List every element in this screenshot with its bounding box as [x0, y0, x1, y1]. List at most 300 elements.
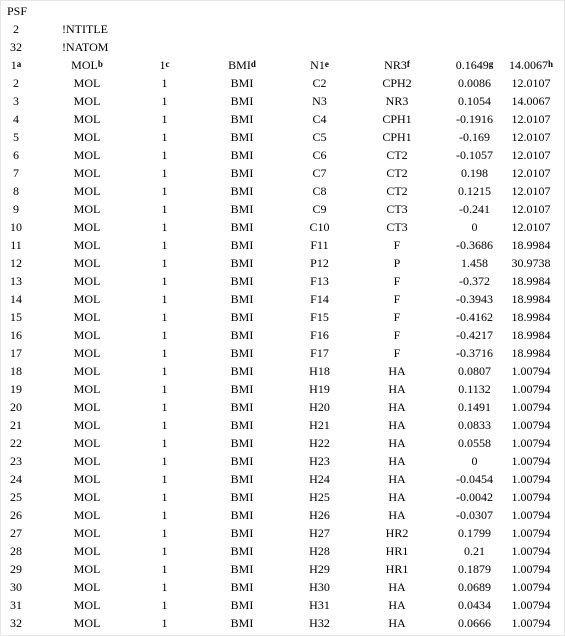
charge-cell: -0.3943 [456, 292, 493, 306]
table-row [0, 146, 565, 164]
ntitle-count: 2 [13, 22, 19, 36]
table-row [0, 182, 565, 200]
charge-cell: 0.1879 [458, 562, 491, 576]
psf-format-label: PSF [7, 4, 28, 18]
segment-cell: MOL [73, 364, 101, 378]
table-row [0, 560, 565, 578]
residue-name-cell: BMI [230, 598, 254, 612]
residue-name-cell: BMI [230, 508, 254, 522]
charge-cell: 0.21 [464, 544, 485, 558]
mass-cell: 1.00794 [511, 526, 551, 540]
table-row [0, 344, 565, 362]
atom-type-cell: F [393, 346, 401, 360]
residue-name-cell: BMI [230, 184, 254, 198]
atom-id-cell: 30 [10, 580, 22, 594]
column-header-row [0, 56, 565, 74]
atom-id-cell: 32 [10, 616, 22, 630]
atom-id-cell: 27 [10, 526, 22, 540]
segment-cell: MOL [73, 256, 101, 270]
mass-cell: 1.00794 [511, 616, 551, 630]
table-row [0, 272, 565, 290]
atom-type-cell: HA [388, 490, 406, 504]
footnote-marker: e [324, 59, 329, 69]
mass-cell: 1.00794 [511, 454, 551, 468]
atom-id-cell: 21 [10, 418, 22, 432]
mass-cell: 1.00794 [511, 598, 551, 612]
mass-cell: 18.9984 [511, 238, 551, 252]
table-row [0, 218, 565, 236]
atom-name-cell: H31 [309, 598, 330, 612]
atom-type-cell: CT2 [386, 184, 408, 198]
segment-cell: MOL [73, 328, 101, 342]
atom-name-cell: H28 [309, 544, 330, 558]
residue-id-cell: 1 [161, 418, 168, 432]
table-row [0, 578, 565, 596]
segment-cell: MOL [73, 94, 101, 108]
table-row [0, 524, 565, 542]
charge-cell: -0.0307 [456, 508, 493, 522]
charge-cell: -0.3716 [456, 346, 493, 360]
atom-id-cell: 7 [13, 166, 19, 180]
atom-id-cell: 16 [10, 328, 22, 342]
residue-id-cell: 1 [161, 130, 168, 144]
segment-cell: MOL [73, 490, 101, 504]
charge-cell: 0.0807 [458, 364, 491, 378]
column-header-charge: 0.1649$^g$ [455, 58, 494, 72]
table-row [0, 236, 565, 254]
residue-id-cell: 1 [161, 328, 168, 342]
table-row [0, 470, 565, 488]
atom-name-cell: C2 [312, 76, 327, 90]
atom-type-cell: HA [388, 382, 406, 396]
residue-name-cell: BMI [230, 616, 254, 630]
atom-id-cell: 26 [10, 508, 22, 522]
table-row [0, 92, 565, 110]
atom-name-cell: F13 [310, 274, 329, 288]
atom-type-cell: CPH1 [382, 130, 412, 144]
column-header-mass: 14.0067$^h$ [508, 58, 553, 72]
atom-name-cell: H27 [309, 526, 330, 540]
ntitle-label: !NTITLE [62, 22, 108, 36]
charge-cell: -0.4162 [456, 310, 493, 324]
atom-type-cell: HA [388, 472, 406, 486]
atom-id-cell: 24 [10, 472, 22, 486]
atom-name-cell: C4 [312, 112, 327, 126]
table-row [0, 380, 565, 398]
segment-cell: MOL [73, 346, 101, 360]
segment-cell: MOL [73, 544, 101, 558]
mass-cell: 1.00794 [511, 436, 551, 450]
atom-type-cell: F [393, 274, 401, 288]
mass-cell: 1.00794 [511, 580, 551, 594]
charge-cell: 0.198 [461, 166, 488, 180]
atom-type-cell: HA [388, 364, 406, 378]
mass-cell: 1.00794 [511, 418, 551, 432]
residue-id-cell: 1 [161, 382, 168, 396]
atom-type-cell: HA [388, 508, 406, 522]
atom-type-cell: CPH2 [382, 76, 412, 90]
column-header-atom-type: NR3$^f$ [384, 58, 410, 72]
table-row [0, 164, 565, 182]
table-row [0, 362, 565, 380]
segment-cell: MOL [73, 184, 101, 198]
atom-name-cell: C5 [312, 130, 327, 144]
atom-id-cell: 22 [10, 436, 22, 450]
segment-cell: MOL [73, 76, 101, 90]
atom-name-cell: H23 [309, 454, 330, 468]
atom-name-cell: F16 [310, 328, 329, 342]
atom-type-cell: HA [388, 436, 406, 450]
atom-type-cell: F [393, 238, 401, 252]
table-row [0, 596, 565, 614]
atom-type-cell: HA [388, 580, 406, 594]
mass-cell: 12.0107 [511, 220, 551, 234]
residue-id-cell: 1 [161, 454, 168, 468]
residue-name-cell: BMI [230, 436, 254, 450]
atom-id-cell: 18 [10, 364, 22, 378]
residue-name-cell: BMI [230, 238, 254, 252]
charge-cell: 0.1799 [458, 526, 491, 540]
atom-id-cell: 9 [13, 202, 19, 216]
atom-id-cell: 19 [10, 382, 22, 396]
charge-cell: 0 [471, 220, 478, 234]
table-row [0, 200, 565, 218]
segment-cell: MOL [73, 526, 101, 540]
charge-cell: -0.169 [459, 130, 490, 144]
atom-type-cell: CT3 [386, 202, 408, 216]
residue-name-cell: BMI [230, 310, 254, 324]
atom-type-cell: CPH1 [382, 112, 412, 126]
column-header-atom-id: 1$^a$ [10, 58, 22, 72]
footnote-marker: c [165, 59, 170, 69]
charge-cell: -0.241 [459, 202, 490, 216]
residue-id-cell: 1 [161, 508, 168, 522]
atom-name-cell: C10 [309, 220, 330, 234]
atom-id-cell: 31 [10, 598, 22, 612]
residue-name-cell: BMI [230, 382, 254, 396]
segment-cell: MOL [73, 310, 101, 324]
residue-id-cell: 1 [161, 400, 168, 414]
residue-id-cell: 1 [161, 598, 168, 612]
mass-cell: 12.0107 [511, 130, 551, 144]
atom-name-cell: C7 [312, 166, 327, 180]
table-row [0, 398, 565, 416]
mass-cell: 18.9984 [511, 274, 551, 288]
mass-cell: 18.9984 [511, 310, 551, 324]
atom-name-cell: H30 [309, 580, 330, 594]
residue-id-cell: 1 [161, 436, 168, 450]
atom-id-cell: 6 [13, 148, 19, 162]
residue-id-cell: 1 [161, 94, 168, 108]
atom-type-cell: HR2 [385, 526, 409, 540]
residue-id-cell: 1 [161, 202, 168, 216]
column-header-atom-name: N1e [310, 58, 329, 72]
segment-cell: MOL [73, 598, 101, 612]
atom-id-cell: 23 [10, 454, 22, 468]
atom-type-cell: CT3 [386, 220, 408, 234]
residue-name-cell: BMI [230, 94, 254, 108]
residue-id-cell: 1 [161, 580, 168, 594]
residue-id-cell: 1 [161, 292, 168, 306]
atom-name-cell: C6 [312, 148, 327, 162]
natom-count: 32 [10, 40, 22, 54]
mass-cell: 30.9738 [511, 256, 551, 270]
segment-cell: MOL [73, 508, 101, 522]
atom-id-cell: 13 [10, 274, 22, 288]
atom-id-cell: 12 [10, 256, 22, 270]
segment-cell: MOL [73, 400, 101, 414]
atom-name-cell: H22 [309, 436, 330, 450]
atom-type-cell: CT2 [386, 148, 408, 162]
footnote-marker: a [16, 59, 22, 69]
atom-type-cell: HA [388, 400, 406, 414]
atom-name-cell: H29 [309, 562, 330, 576]
atom-type-cell: HA [388, 418, 406, 432]
atom-id-cell: 17 [10, 346, 22, 360]
atom-type-cell: F [393, 328, 401, 342]
segment-cell: MOL [73, 562, 101, 576]
mass-cell: 18.9984 [511, 292, 551, 306]
mass-cell: 1.00794 [511, 472, 551, 486]
segment-cell: MOL [73, 292, 101, 306]
residue-id-cell: 1 [161, 274, 168, 288]
residue-name-cell: BMI [230, 346, 254, 360]
atom-type-cell: HA [388, 598, 406, 612]
mass-cell: 1.00794 [511, 544, 551, 558]
residue-name-cell: BMI [230, 220, 254, 234]
residue-name-cell: BMI [230, 292, 254, 306]
residue-name-cell: BMI [230, 328, 254, 342]
residue-id-cell: 1 [161, 310, 168, 324]
atom-name-cell: F15 [310, 310, 329, 324]
atom-type-cell: P [393, 256, 401, 270]
table-row [0, 290, 565, 308]
charge-cell: -0.1057 [456, 148, 493, 162]
column-header-residue-name: BMI$^d$ [228, 58, 256, 72]
charge-cell: 0.1132 [458, 382, 491, 396]
atom-name-cell: F11 [310, 238, 329, 252]
segment-cell: MOL [73, 112, 101, 126]
atom-type-cell: NR3 [385, 94, 409, 108]
segment-cell: MOL [73, 472, 101, 486]
residue-name-cell: BMI [230, 562, 254, 576]
mass-cell: 14.0067 [511, 94, 551, 108]
segment-cell: MOL [73, 454, 101, 468]
mass-cell: 1.00794 [511, 508, 551, 522]
charge-cell: 0.1491 [458, 400, 491, 414]
segment-cell: MOL [73, 436, 101, 450]
residue-name-cell: BMI [230, 274, 254, 288]
charge-cell: 0.1215 [458, 184, 491, 198]
residue-id-cell: 1 [161, 364, 168, 378]
atom-id-cell: 14 [10, 292, 22, 306]
table-row [0, 110, 565, 128]
table-row [0, 452, 565, 470]
footnote-marker: f [406, 59, 410, 69]
charge-cell: -0.1916 [456, 112, 493, 126]
atom-name-cell: N3 [312, 94, 327, 108]
footnote-marker: g [488, 59, 494, 69]
residue-id-cell: 1 [161, 526, 168, 540]
atom-id-cell: 4 [13, 112, 19, 126]
segment-cell: MOL [73, 202, 101, 216]
residue-id-cell: 1 [161, 346, 168, 360]
table-row [0, 542, 565, 560]
table-row [0, 128, 565, 146]
atom-type-cell: HA [388, 454, 406, 468]
natom-label: !NATOM [62, 40, 109, 54]
footnote-marker: h [547, 59, 553, 69]
residue-id-cell: 1 [161, 184, 168, 198]
atom-id-cell: 29 [10, 562, 22, 576]
segment-cell: MOL [73, 418, 101, 432]
atom-id-cell: 3 [13, 94, 19, 108]
charge-cell: 0.0434 [458, 598, 491, 612]
mass-cell: 18.9984 [511, 346, 551, 360]
residue-name-cell: BMI [230, 580, 254, 594]
mass-cell: 12.0107 [511, 148, 551, 162]
atom-type-cell: F [393, 310, 401, 324]
mass-cell: 12.0107 [511, 184, 551, 198]
table-row [0, 254, 565, 272]
residue-name-cell: BMI [230, 454, 254, 468]
atom-id-cell: 15 [10, 310, 22, 324]
mass-cell: 1.00794 [511, 562, 551, 576]
charge-cell: 1.458 [461, 256, 488, 270]
atom-name-cell: H25 [309, 490, 330, 504]
atom-name-cell: H26 [309, 508, 330, 522]
charge-cell: 0.1054 [458, 94, 491, 108]
atom-type-cell: CT2 [386, 166, 408, 180]
mass-cell: 12.0107 [511, 166, 551, 180]
atom-id-cell: 8 [13, 184, 19, 198]
atom-name-cell: H18 [309, 364, 330, 378]
residue-name-cell: BMI [230, 130, 254, 144]
residue-name-cell: BMI [230, 490, 254, 504]
atom-id-cell: 28 [10, 544, 22, 558]
residue-name-cell: BMI [230, 544, 254, 558]
segment-cell: MOL [73, 580, 101, 594]
atom-id-cell: 11 [10, 238, 22, 252]
table-row [0, 506, 565, 524]
atom-name-cell: H20 [309, 400, 330, 414]
mass-cell: 12.0107 [511, 76, 551, 90]
footnote-marker: d [250, 59, 256, 69]
residue-id-cell: 1 [161, 256, 168, 270]
charge-cell: 0.0689 [458, 580, 491, 594]
atom-name-cell: H19 [309, 382, 330, 396]
mass-cell: 1.00794 [511, 364, 551, 378]
table-row [0, 488, 565, 506]
atom-type-cell: HR1 [385, 562, 409, 576]
atom-id-cell: 10 [10, 220, 22, 234]
residue-name-cell: BMI [230, 148, 254, 162]
charge-cell: 0.0833 [458, 418, 491, 432]
charge-cell: -0.372 [459, 274, 490, 288]
atom-table [0, 56, 565, 632]
charge-cell: 0.0086 [458, 76, 491, 90]
atom-id-cell: 2 [13, 76, 19, 90]
residue-id-cell: 1 [161, 148, 168, 162]
atom-id-cell: 5 [13, 130, 19, 144]
table-row [0, 614, 565, 632]
atom-type-cell: F [393, 292, 401, 306]
residue-id-cell: 1 [161, 490, 168, 504]
mass-cell: 12.0107 [511, 202, 551, 216]
mass-cell: 1.00794 [511, 490, 551, 504]
atom-name-cell: F17 [310, 346, 329, 360]
residue-id-cell: 1 [161, 616, 168, 630]
segment-cell: MOL [73, 148, 101, 162]
residue-id-cell: 1 [161, 166, 168, 180]
atom-name-cell: C8 [312, 184, 327, 198]
column-header-residue-id: 1$^c$ [159, 58, 170, 72]
table-row [0, 416, 565, 434]
atom-table-body [0, 56, 565, 632]
residue-name-cell: BMI [230, 526, 254, 540]
segment-cell: MOL [73, 130, 101, 144]
atom-name-cell: H24 [309, 472, 330, 486]
segment-cell: MOL [73, 238, 101, 252]
segment-cell: MOL [73, 166, 101, 180]
residue-id-cell: 1 [161, 76, 168, 90]
table-row [0, 326, 565, 344]
charge-cell: -0.4217 [456, 328, 493, 342]
table-row [0, 434, 565, 452]
residue-id-cell: 1 [161, 562, 168, 576]
atom-name-cell: F14 [310, 292, 329, 306]
atom-type-cell: HA [388, 616, 406, 630]
atom-name-cell: P12 [310, 256, 329, 270]
atom-name-cell: H32 [309, 616, 330, 630]
residue-name-cell: BMI [230, 418, 254, 432]
residue-name-cell: BMI [230, 166, 254, 180]
residue-name-cell: BMI [230, 202, 254, 216]
residue-id-cell: 1 [161, 544, 168, 558]
mass-cell: 12.0107 [511, 112, 551, 126]
atom-id-cell: 25 [10, 490, 22, 504]
residue-id-cell: 1 [161, 238, 168, 252]
charge-cell: 0 [471, 454, 478, 468]
residue-name-cell: BMI [230, 76, 254, 90]
mass-cell: 1.00794 [511, 400, 551, 414]
column-header-segment: MOL$^b$ [71, 58, 103, 72]
atom-id-cell: 20 [10, 400, 22, 414]
residue-id-cell: 1 [161, 112, 168, 126]
residue-name-cell: BMI [230, 400, 254, 414]
segment-cell: MOL [73, 220, 101, 234]
residue-name-cell: BMI [230, 472, 254, 486]
segment-cell: MOL [73, 616, 101, 630]
residue-name-cell: BMI [230, 112, 254, 126]
segment-cell: MOL [73, 382, 101, 396]
mass-cell: 18.9984 [511, 328, 551, 342]
charge-cell: 0.0558 [458, 436, 491, 450]
residue-id-cell: 1 [161, 472, 168, 486]
charge-cell: -0.0454 [456, 472, 493, 486]
table-row [0, 74, 565, 92]
charge-cell: -0.3686 [456, 238, 493, 252]
residue-id-cell: 1 [161, 220, 168, 234]
atom-type-cell: HR1 [385, 544, 409, 558]
mass-cell: 1.00794 [511, 382, 551, 396]
residue-name-cell: BMI [230, 364, 254, 378]
footnote-marker: b [97, 59, 103, 69]
charge-cell: 0.0666 [458, 616, 491, 630]
atom-name-cell: H21 [309, 418, 330, 432]
charge-cell: -0.0042 [456, 490, 493, 504]
table-row [0, 308, 565, 326]
